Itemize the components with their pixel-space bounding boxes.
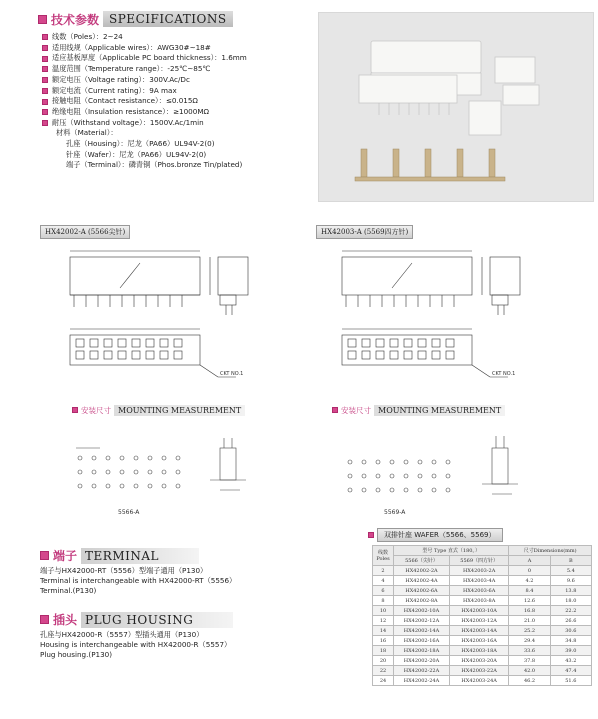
spec-title-zh: 技术参数	[51, 12, 100, 27]
table-cell: 18.0	[550, 596, 591, 606]
table-cell: 20	[373, 656, 394, 666]
bullet-square-icon	[42, 99, 48, 105]
spec-row	[42, 64, 247, 75]
terminal-line: Terminal is interchangeable with HX42000-RT（5556）	[40, 576, 237, 585]
plug-title	[40, 611, 233, 628]
table-row	[373, 666, 592, 676]
terminal-line: Terminal.(P130)	[40, 586, 97, 595]
bullet-square-icon	[42, 34, 48, 40]
spec-text: 线数（Poles）：2~24	[52, 32, 123, 41]
table-cell: 47.4	[550, 666, 591, 676]
table-cell: 12.6	[509, 596, 550, 606]
table-cell: 25.2	[509, 626, 550, 636]
plug-line: Housing is interchangeable with HX42000-R（5557）	[40, 640, 232, 649]
table-cell: 51.6	[550, 676, 591, 686]
terminal-title-en: TERMINAL	[81, 548, 199, 564]
table-cell: 8	[373, 596, 394, 606]
table-cell: HX42002-24A	[394, 676, 450, 686]
spec-text: 绝缘电阻（Insulation resistance）：≥1000MΩ	[52, 106, 210, 116]
spec-row	[42, 86, 247, 97]
mounting-caption-left: 5566-A	[118, 509, 140, 516]
spec-row	[42, 32, 247, 43]
bullet-square-icon	[38, 15, 47, 24]
table-cell: 34.8	[550, 636, 591, 646]
bullet-square-icon	[72, 407, 78, 413]
mounting-title-left	[72, 403, 245, 417]
table-cell: HX42003-20A	[449, 656, 508, 666]
table-header: 5569（四方针）	[449, 556, 508, 566]
bullet-square-icon	[40, 615, 49, 624]
table-cell: HX42002-18A	[394, 646, 450, 656]
spec-title-en: SPECIFICATIONS	[103, 11, 233, 27]
table-cell: HX42003-8A	[449, 596, 508, 606]
spec-row	[42, 118, 247, 129]
material-row: 针座（Wafer）：尼龙（PA66）UL94V-2(0)	[66, 149, 207, 159]
drawing-label-left: HX42002-A (5566尖针)	[40, 225, 130, 239]
spec-text: 耐压（Withstand voltage）：1500V.Ac/1min	[52, 117, 204, 127]
table-row	[373, 586, 592, 596]
table-row	[373, 596, 592, 606]
bullet-square-icon	[42, 77, 48, 83]
spec-text: 适用线规（Applicable wires）：AWG30#~18#	[52, 42, 211, 52]
mounting-title-zh: 安装尺寸	[341, 405, 371, 415]
material-row: 孔座（Housing）：尼龙（PA66）UL94V-2(0)	[66, 139, 215, 149]
table-cell: HX42003-24A	[449, 676, 508, 686]
table-cell: 24	[373, 676, 394, 686]
table-cell: 29.4	[509, 636, 550, 646]
table-header: 线数 Poles	[373, 546, 394, 566]
bullet-square-icon	[42, 120, 48, 126]
mounting-title-zh: 安装尺寸	[81, 405, 111, 415]
plug-desc	[40, 630, 231, 660]
plug-line: 孔座与HX42000-R（5557）型插头通用（P130）	[40, 630, 204, 639]
spec-list	[42, 32, 247, 171]
table-row	[373, 676, 592, 686]
table-cell: HX42002-6A	[394, 586, 450, 596]
table-cell: 13.8	[550, 586, 591, 596]
table-cell: 37.8	[509, 656, 550, 666]
technical-drawing-right	[316, 243, 566, 388]
terminal-title	[40, 547, 199, 564]
plug-title-zh: 插头	[53, 613, 78, 627]
table-cell: 18	[373, 646, 394, 656]
table-cell: HX42002-22A	[394, 666, 450, 676]
material-row: 端子（Terminal）：磷青铜（Phos.bronze Tin/plated)	[66, 160, 243, 170]
table-cell: 4	[373, 576, 394, 586]
table-cell: 9.6	[550, 576, 591, 586]
spec-text: 温度范围（Temperature range）：-25℃~85℃	[52, 64, 211, 74]
table-row	[373, 606, 592, 616]
table-row	[373, 636, 592, 646]
bullet-square-icon	[368, 532, 374, 538]
table-cell: HX42002-20A	[394, 656, 450, 666]
table-header: A	[509, 556, 550, 566]
table-cell: 21.0	[509, 616, 550, 626]
table-cell: 33.6	[509, 646, 550, 656]
table-cell: 22	[373, 666, 394, 676]
material-label: 材料（Material）：	[56, 128, 118, 138]
table-cell: HX42002-14A	[394, 626, 450, 636]
table-cell: HX42002-8A	[394, 596, 450, 606]
table-cell: 16.8	[509, 606, 550, 616]
table-cell: 26.6	[550, 616, 591, 626]
wafer-table	[372, 545, 592, 686]
mounting-caption-right: 5569-A	[384, 509, 406, 516]
table-cell: 4.2	[509, 576, 550, 586]
table-row	[373, 576, 592, 586]
spec-row	[42, 43, 247, 54]
spec-row	[42, 107, 247, 118]
mounting-title-en: MOUNTING MEASUREMENT	[374, 405, 505, 416]
table-row	[373, 626, 592, 636]
product-photo	[318, 12, 594, 202]
table-cell: 22.2	[550, 606, 591, 616]
table-row	[373, 566, 592, 576]
table-cell: HX42003-2A	[449, 566, 508, 576]
bullet-square-icon	[40, 551, 49, 560]
table-header: 5566（尖针）	[394, 556, 450, 566]
table-header: 尺寸Dimensions(mm)	[509, 546, 592, 556]
table-cell: HX42003-14A	[449, 626, 508, 636]
table-cell: HX42003-12A	[449, 616, 508, 626]
table-cell: 6	[373, 586, 394, 596]
ckt-label-left: CKT NO.1	[220, 371, 244, 377]
table-cell: 2	[373, 566, 394, 576]
spec-title	[38, 10, 233, 28]
mounting-title-en: MOUNTING MEASUREMENT	[114, 405, 245, 416]
table-cell: HX42003-16A	[449, 636, 508, 646]
bullet-square-icon	[332, 407, 338, 413]
spec-row	[42, 53, 247, 64]
table-cell: 0	[509, 566, 550, 576]
table-cell: 10	[373, 606, 394, 616]
table-row	[373, 656, 592, 666]
mounting-title-right	[332, 403, 505, 417]
spec-text: 适应基板厚度（Applicable PC board thickness）：1.6mm	[52, 53, 247, 63]
technical-drawing-left	[40, 243, 290, 388]
table-cell: HX42002-16A	[394, 636, 450, 646]
table-cell: 16	[373, 636, 394, 646]
table-row	[373, 646, 592, 656]
bullet-square-icon	[42, 45, 48, 51]
table-cell: HX42003-6A	[449, 586, 508, 596]
spec-text: 额定电流（Current rating）：9A max	[52, 85, 177, 95]
connector-illustration	[319, 13, 593, 201]
table-cell: 39.0	[550, 646, 591, 656]
terminal-line: 端子与HX42000-RT（5556）型端子通用（P130）	[40, 566, 208, 575]
table-cell: 14	[373, 626, 394, 636]
plug-line: Plug housing.(P130)	[40, 650, 113, 659]
wafer-title-text: 双排针座 WAFER（5566、5569）	[377, 528, 503, 542]
wafer-table-body	[373, 566, 592, 686]
table-cell: 8.4	[509, 586, 550, 596]
spec-row	[42, 75, 247, 86]
table-row	[373, 616, 592, 626]
table-cell: HX42003-10A	[449, 606, 508, 616]
table-cell: HX42003-4A	[449, 576, 508, 586]
terminal-title-zh: 端子	[53, 549, 78, 563]
bullet-square-icon	[42, 88, 48, 94]
spec-text: 接触电阻（Contact resistance）：≤0.015Ω	[52, 96, 198, 106]
bullet-square-icon	[42, 66, 48, 72]
wafer-title	[368, 528, 503, 542]
table-cell: HX42003-18A	[449, 646, 508, 656]
ckt-label-right: CKT NO.1	[492, 371, 516, 377]
terminal-desc	[40, 566, 236, 596]
spec-row	[42, 96, 247, 107]
table-header: 型号 Type 直式（180。）	[394, 546, 509, 556]
table-header: B	[550, 556, 591, 566]
table-cell: 12	[373, 616, 394, 626]
plug-title-en: PLUG HOUSING	[81, 612, 233, 628]
table-cell: 43.2	[550, 656, 591, 666]
table-cell: 46.2	[509, 676, 550, 686]
table-cell: HX42003-22A	[449, 666, 508, 676]
bullet-square-icon	[42, 109, 48, 115]
table-cell: HX42002-10A	[394, 606, 450, 616]
bullet-square-icon	[42, 56, 48, 62]
table-cell: 42.0	[509, 666, 550, 676]
table-cell: 5.4	[550, 566, 591, 576]
table-cell: HX42002-2A	[394, 566, 450, 576]
mounting-drawing-right	[328, 428, 538, 518]
table-cell: HX42002-4A	[394, 576, 450, 586]
drawing-label-right: HX42003-A (5569四方针)	[316, 225, 413, 239]
table-cell: HX42002-12A	[394, 616, 450, 626]
mounting-drawing-left	[60, 428, 270, 518]
spec-text: 额定电压（Voltage rating）：300V.Ac/Dc	[52, 74, 190, 84]
table-cell: 30.6	[550, 626, 591, 636]
